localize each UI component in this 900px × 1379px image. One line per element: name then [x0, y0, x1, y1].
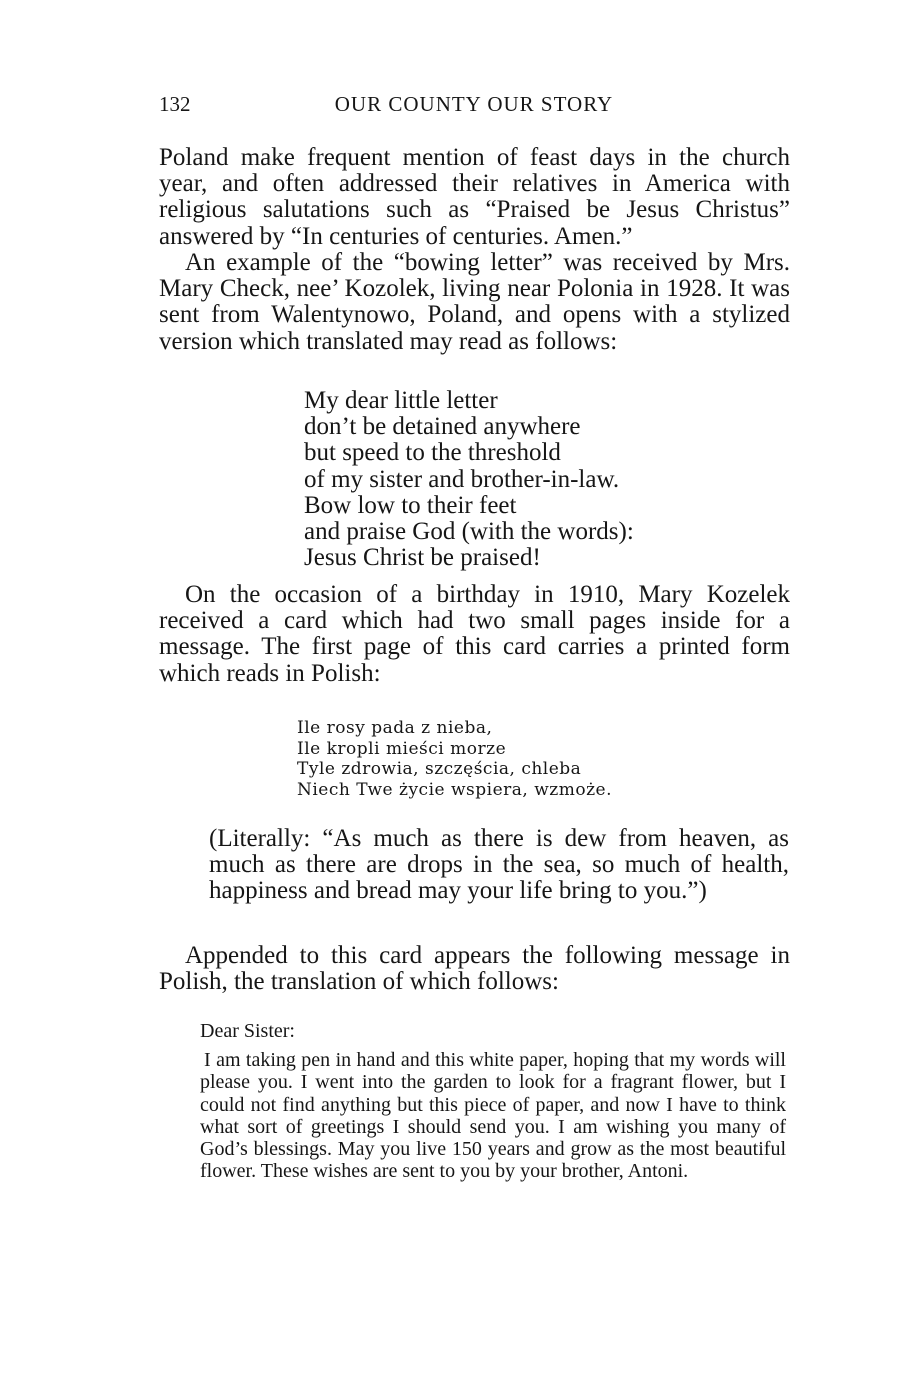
letter-body: I am taking pen in hand and this white paper, hoping that my words will please you. I went into the garden to look for a fragrant flower, but I could not find anything but this piece of paper, and now I have to think what sort of greetings I should send you. I am wishing you many of God’s blessings. May you live 150 years and grow as the most beautiful flower. These wishes are sent to you by your brother, Antoni. [200, 1049, 786, 1183]
verse-line: Ile kropli mieści morze [297, 738, 507, 759]
paragraph-feast-days: Poland make frequent mention of feast days in the church year, and often addressed their relatives in America with religious salutations such as “Praised be Jesus Christus” answered by “In centuries of centuries. Amen.” [159, 144, 790, 250]
paragraph-appended-message: Appended to this card appears the following message in Polish, the translation of which follows: [159, 942, 790, 996]
poem-line: don’t be detained anywhere [304, 413, 581, 441]
poem-line: My dear little letter [304, 387, 498, 414]
literal-translation: (Literally: “As much as there is dew from heaven, as much as there are drops in the sea, so much of health, happiness and bread may your life bring to you.”) [209, 825, 789, 905]
paragraph-bowing-letter: An example of the “bowing letter” was received by Mrs. Mary Check, nee’ Kozolek, living near Polonia in 1928. It was sent from Walentynowo, Poland, and opens with a stylized version which translated may read as follows: [159, 249, 790, 355]
running-title: OUR COUNTY OUR STORY [334, 92, 614, 116]
verse-line: Niech Twe życie wspiera, wzmoże. [297, 779, 612, 800]
paragraph-birthday-card: On the occasion of a birthday in 1910, Mary Kozelek received a card which had two small pages inside for a message. The first page of this card carries a printed form which reads in Polish: [159, 581, 790, 687]
verse-line: Tyle zdrowia, szczęścia, chleba [297, 759, 582, 779]
bowing-letter-poem [304, 388, 634, 571]
page-number: 132 [159, 92, 191, 116]
poem-line: Jesus Christ be praised! [304, 544, 541, 572]
verse-line: Ile rosy pada z nieba, [297, 718, 493, 738]
poem-line: but speed to the threshold [304, 439, 561, 467]
letter-salutation: Dear Sister: [200, 1020, 295, 1042]
poem-line: and praise God (with the words): [304, 518, 634, 546]
polish-verse [297, 718, 612, 800]
poem-line: Bow low to their feet [304, 491, 517, 519]
page-header [159, 92, 789, 122]
poem-line: of my sister and brother-in-law. [304, 465, 620, 493]
